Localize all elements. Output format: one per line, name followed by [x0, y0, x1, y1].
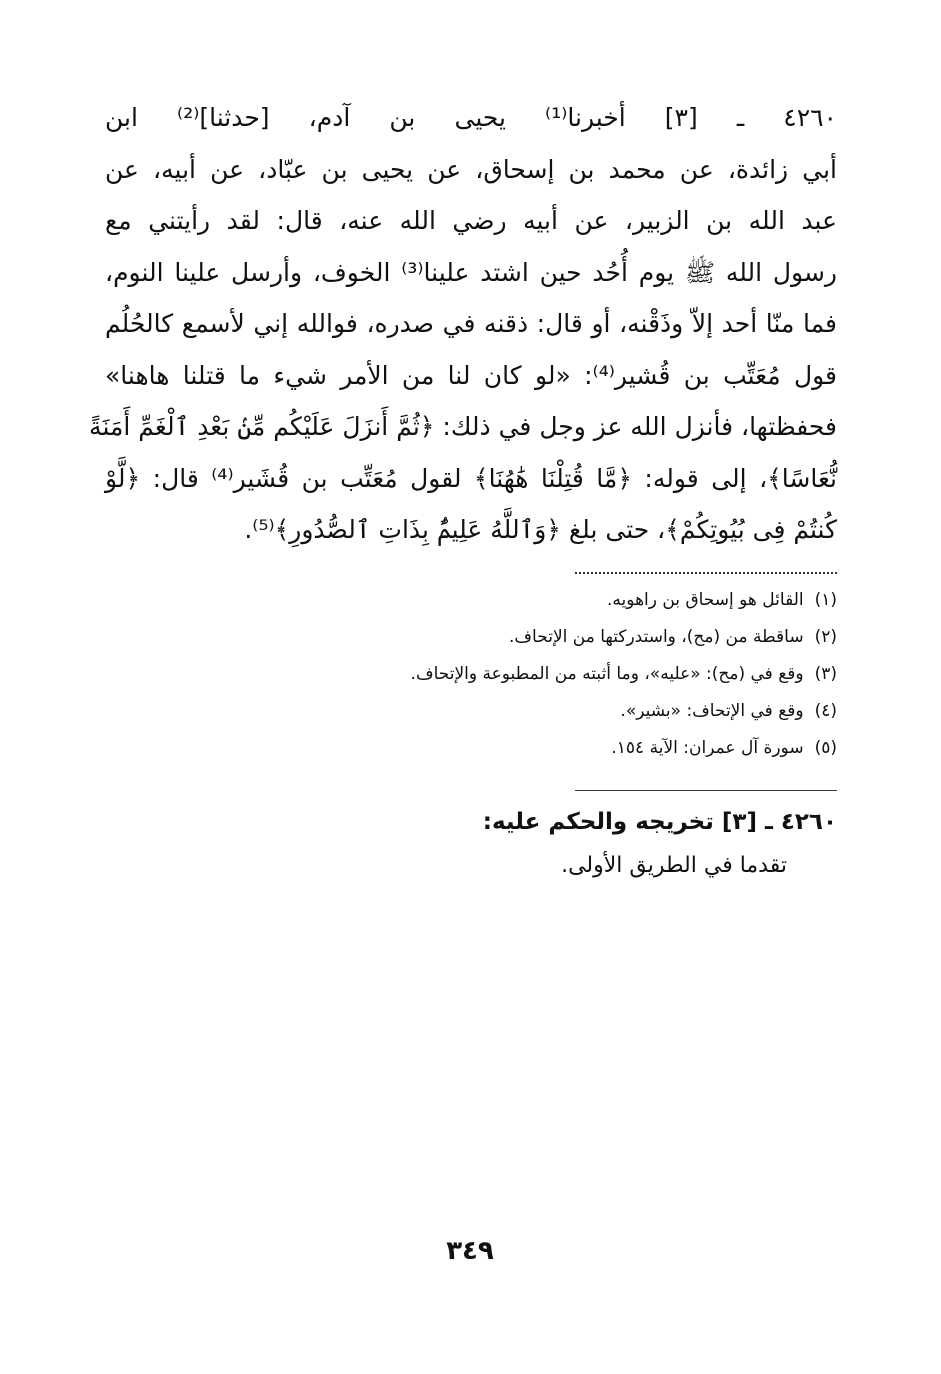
footnote-number: (٣) [814, 664, 837, 684]
footnote-number: (٥) [814, 738, 837, 758]
footnote-text: القائل هو إسحاق بن راهويه. [607, 590, 804, 610]
footnote-item [300, 730, 837, 767]
text-line: نُّعَاسًا﴾، إلى قوله: ﴿مَّا قُتِلْنَا هَٰهُنَا﴾ لقول مُعَتِّب بن قُشَير⁽⁴⁾ قال: ﴿لَّوْ [105, 463, 837, 493]
footnote-separator [575, 572, 837, 574]
footnote-number: (٤) [814, 701, 837, 721]
footnote-text: سورة آل عمران: الآية ١٥٤. [611, 738, 804, 758]
section-separator [575, 790, 837, 791]
footnote-text: وقع في الإتحاف: «بشير». [620, 701, 804, 721]
hadith-main-text [89, 92, 837, 556]
text-line: فما منّا أحد إلاّ وذَقْنه، أو قال: ذقنه في صدره، فوالله إني لأسمع كالحُلُم [105, 309, 837, 338]
text-line: كُنتُمْ فِى بُيُوتِكُمْ﴾، حتى بلغ ﴿وَٱللَّهُ عَلِيمٌۢ بِذَاتِ ٱلصُّدُورِ﴾⁽⁵⁾. [244, 515, 837, 544]
takhrij-heading: ٤٢٦٠ ـ [٣] تخريجه والحكم عليه: [482, 809, 837, 835]
footnotes [300, 582, 837, 767]
footnote-item [300, 656, 837, 693]
footnote-item [300, 619, 837, 656]
footnote-number: (١) [814, 590, 837, 610]
footnote-item [300, 693, 837, 730]
footnote-item [300, 582, 837, 619]
text-line: رسول الله ﷺ يوم أُحُد حين اشتد علينا⁽³⁾ الخوف، وأرسل علينا النوم، [105, 257, 837, 287]
text-line: عبد الله بن الزبير، عن أبيه رضي الله عنه، قال: لقد رأيتني مع [105, 206, 837, 235]
footnote-text: ساقطة من (مح)، واستدركتها من الإتحاف. [509, 627, 804, 647]
text-line: قول مُعَتِّب بن قُشير⁽⁴⁾: «لو كان لنا من الأمر شيء ما قتلنا هاهنا» [105, 360, 837, 390]
footnote-text: وقع في (مح): «عليه»، وما أثبته من المطبوعة والإتحاف. [410, 664, 804, 684]
takhrij-section [400, 800, 837, 888]
footnote-number: (٢) [814, 627, 837, 647]
text-line: فحفظتها، فأنزل الله عز وجل في ذلك: ﴿ثُمَّ أَنزَلَ عَلَيْكُم مِّنۢ بَعْدِ ٱلْغَمِّ أَمَنَةً [89, 412, 837, 441]
takhrij-body: تقدما في الطريق الأولى. [561, 853, 787, 878]
page-number: ٣٤٩ [446, 1236, 494, 1266]
text-line: أبي زائدة، عن محمد بن إسحاق، عن يحيى بن عبّاد، عن أبيه، عن [105, 154, 837, 184]
text-line: ٤٢٦٠ ـ [٣] أخبرنا⁽¹⁾ يحيى بن آدم، [حدثنا]⁽²⁾ ابن [105, 103, 837, 132]
